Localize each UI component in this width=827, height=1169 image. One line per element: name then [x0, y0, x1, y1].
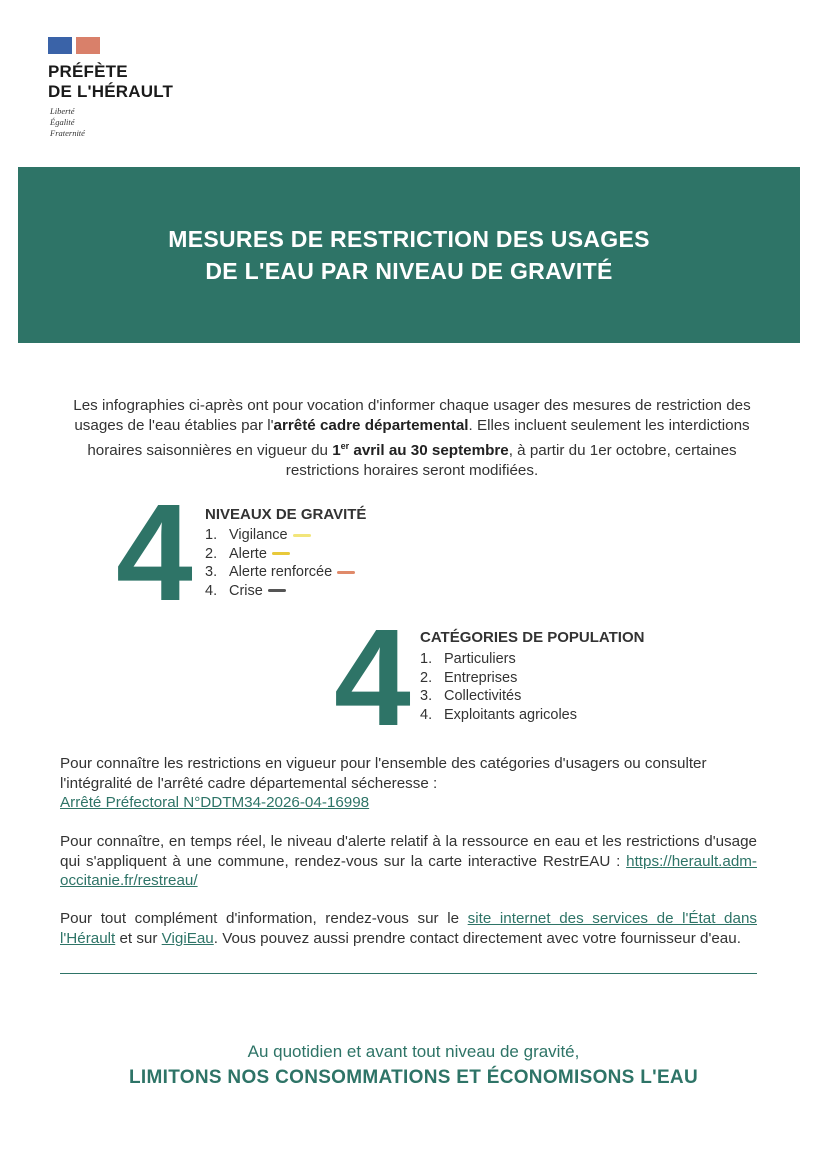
- arrete-link[interactable]: Arrêté Préfectoral N°DDTM34-2026-04-16998: [60, 794, 370, 811]
- list-item: [205, 582, 355, 601]
- list-item: [420, 687, 577, 706]
- level-color-marker: [293, 534, 311, 537]
- item-label: Exploitants agricoles: [444, 706, 577, 723]
- flag-red-stripe: [76, 37, 100, 54]
- restreau-text: Pour connaître, en temps réel, le niveau d'alerte relatif à la ressource en eau et les restrictions d'usage qui s'appliquent à une commune, rendez-vous sur la carte interactive RestrEAU :: [60, 833, 757, 870]
- level-color-marker: [268, 589, 286, 592]
- info-text-1: Pour tout complément d'information, rendez-vous sur le: [60, 910, 468, 927]
- vigieau-link[interactable]: VigiEau: [161, 929, 214, 947]
- footer-slogan: LIMITONS NOS CONSOMMATIONS ET ÉCONOMISONS L'EAU: [129, 1067, 698, 1088]
- intro-paragraph: [62, 396, 762, 481]
- item-label: Particuliers: [444, 651, 516, 667]
- page-title: [168, 223, 649, 287]
- prefecture-name: [48, 62, 173, 102]
- level-color-marker: [337, 571, 355, 574]
- list-item: [420, 706, 577, 725]
- title-line-2: DE L'EAU PAR NIVEAU DE GRAVITÉ: [205, 258, 613, 284]
- intro-text-3: , à partir du 1er octobre, certaines restrictions horaires seront modifiées.: [285, 442, 737, 480]
- footer-subtitle: Au quotidien et avant tout niveau de gravité,: [247, 1042, 580, 1061]
- date-day: 1: [332, 442, 341, 460]
- list-item: [205, 526, 355, 545]
- republic-flag-logo: [48, 37, 100, 54]
- list-item: [420, 650, 577, 669]
- item-label: Alerte renforcée: [229, 564, 333, 580]
- restreau-paragraph: [60, 832, 757, 891]
- brand-line-1: PRÉFÈTE: [48, 62, 128, 81]
- intro-text-2: . Elles incluent seulement les interdictions horaires saisonnières en vigueur du: [87, 417, 750, 460]
- item-number: 2.: [420, 669, 433, 686]
- intro-bold-dates: [332, 442, 509, 459]
- item-label: Alerte: [229, 545, 267, 562]
- item-label: Collectivités: [444, 688, 522, 704]
- restreau-link[interactable]: https://herault.adm-occitanie.fr/restreau/: [60, 852, 757, 889]
- list-item: [420, 669, 577, 688]
- flag-blue-stripe: [48, 37, 72, 54]
- item-label: Entreprises: [444, 669, 518, 686]
- list-item: [205, 563, 355, 582]
- title-banner: [18, 167, 800, 343]
- item-number: 3.: [420, 688, 433, 704]
- motto-fraternite: Fraternité: [50, 128, 85, 138]
- info-text-2: et sur: [115, 929, 162, 947]
- levels-title: NIVEAUX DE GRAVITÉ: [205, 506, 367, 523]
- arrete-paragraph: [60, 754, 757, 813]
- level-color-marker: [272, 552, 290, 555]
- title-line-1: MESURES DE RESTRICTION DES USAGES: [168, 226, 650, 252]
- services-etat-link[interactable]: site internet des services de l'État dans l'Hérault: [60, 910, 757, 947]
- item-number: 1.: [420, 651, 433, 667]
- intro-bold-arrete: arrêté cadre départemental: [273, 417, 469, 434]
- item-label: Vigilance: [229, 527, 288, 543]
- motto-egalite: Égalité: [50, 117, 75, 127]
- motto-liberte: Liberté: [50, 106, 75, 116]
- date-sup: er: [340, 441, 350, 451]
- info-text-3: . Vous pouvez aussi prendre contact directement avec votre fournisseur d'eau.: [213, 929, 741, 947]
- list-item: [205, 545, 355, 564]
- item-label: Crise: [229, 582, 263, 599]
- info-paragraph: [60, 909, 757, 948]
- item-number: 4.: [205, 582, 218, 599]
- categories-title: CATÉGORIES DE POPULATION: [420, 629, 645, 646]
- brand-line-2: DE L'HÉRAULT: [48, 82, 174, 101]
- date-rest: avril au 30 septembre: [349, 442, 509, 460]
- categories-count: 4: [334, 601, 411, 755]
- item-number: 3.: [205, 564, 218, 580]
- intro-text-1: Les infographies ci-après ont pour vocation d'informer chaque usager des mesures de restriction des usages de l'eau établies par l': [73, 397, 751, 434]
- divider: [60, 973, 757, 974]
- levels-count: 4: [116, 476, 193, 630]
- levels-list: [205, 526, 355, 600]
- item-number: 1.: [205, 527, 218, 543]
- categories-list: [420, 650, 577, 724]
- arrete-text: Pour connaître les restrictions en vigueur pour l'ensemble des catégories d'usagers ou consulter l'intégralité de l'arrêté cadre départemental sécheresse :: [60, 755, 707, 792]
- item-number: 2.: [205, 545, 218, 562]
- item-number: 4.: [420, 706, 433, 723]
- republic-motto: [50, 106, 85, 139]
